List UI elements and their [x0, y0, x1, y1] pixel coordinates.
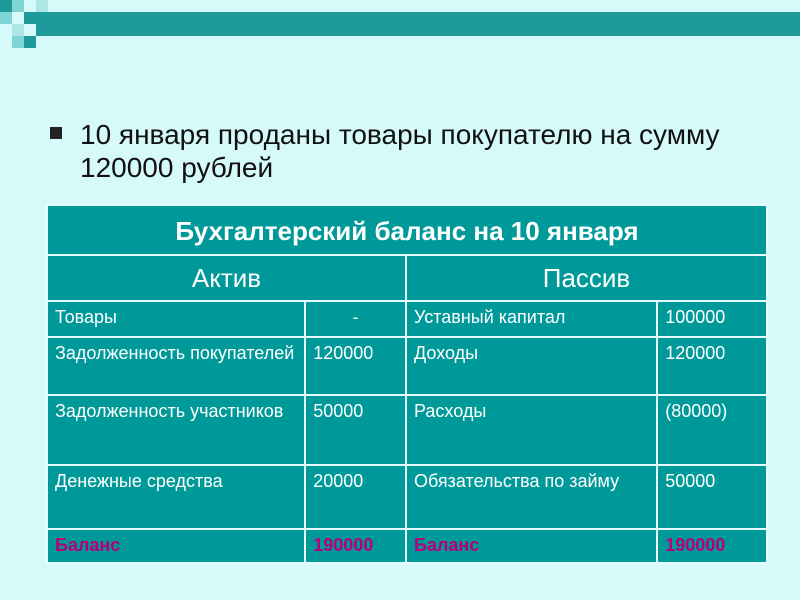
- table-header-row: [47, 255, 767, 301]
- table-row: [47, 465, 767, 529]
- asset-total-label: Баланс: [47, 529, 305, 563]
- liability-name: Доходы: [406, 337, 657, 395]
- decor-square: [36, 12, 60, 36]
- table-row: [47, 395, 767, 465]
- asset-value: 120000: [305, 337, 406, 395]
- liability-value: (80000): [657, 395, 767, 465]
- decor-square: [12, 24, 24, 36]
- asset-name: Задолженность покупателей: [47, 337, 305, 395]
- table-row: [47, 301, 767, 337]
- bullet-item: [50, 118, 770, 184]
- liability-value: 50000: [657, 465, 767, 529]
- liability-header: Пассив: [406, 255, 767, 301]
- asset-value: 50000: [305, 395, 406, 465]
- decor-square: [0, 12, 12, 24]
- decor-square: [36, 0, 48, 12]
- asset-value: 20000: [305, 465, 406, 529]
- decor-square: [0, 0, 12, 12]
- table-title: Бухгалтерский баланс на 10 января: [47, 205, 767, 255]
- asset-header: Актив: [47, 255, 406, 301]
- liability-value: 120000: [657, 337, 767, 395]
- liability-total-value: 190000: [657, 529, 767, 563]
- header-band: [60, 12, 800, 36]
- table-title-row: [47, 205, 767, 255]
- decor-square: [24, 36, 36, 48]
- liability-name: Уставный капитал: [406, 301, 657, 337]
- asset-name: Денежные средства: [47, 465, 305, 529]
- decor-square: [24, 12, 36, 24]
- decor-square: [12, 0, 24, 12]
- liability-name: Обязательства по займу: [406, 465, 657, 529]
- asset-total-value: 190000: [305, 529, 406, 563]
- bullet-square-icon: [50, 127, 62, 139]
- asset-value: -: [305, 301, 406, 337]
- bullet-text: 10 января проданы товары покупателю на сумму 120000 рублей: [80, 119, 720, 183]
- liability-value: 100000: [657, 301, 767, 337]
- liability-name: Расходы: [406, 395, 657, 465]
- decor-square: [12, 36, 24, 48]
- asset-name: Товары: [47, 301, 305, 337]
- asset-name: Задолженность участников: [47, 395, 305, 465]
- table-total-row: [47, 529, 767, 563]
- liability-total-label: Баланс: [406, 529, 657, 563]
- table-row: [47, 337, 767, 395]
- balance-table: [46, 204, 768, 564]
